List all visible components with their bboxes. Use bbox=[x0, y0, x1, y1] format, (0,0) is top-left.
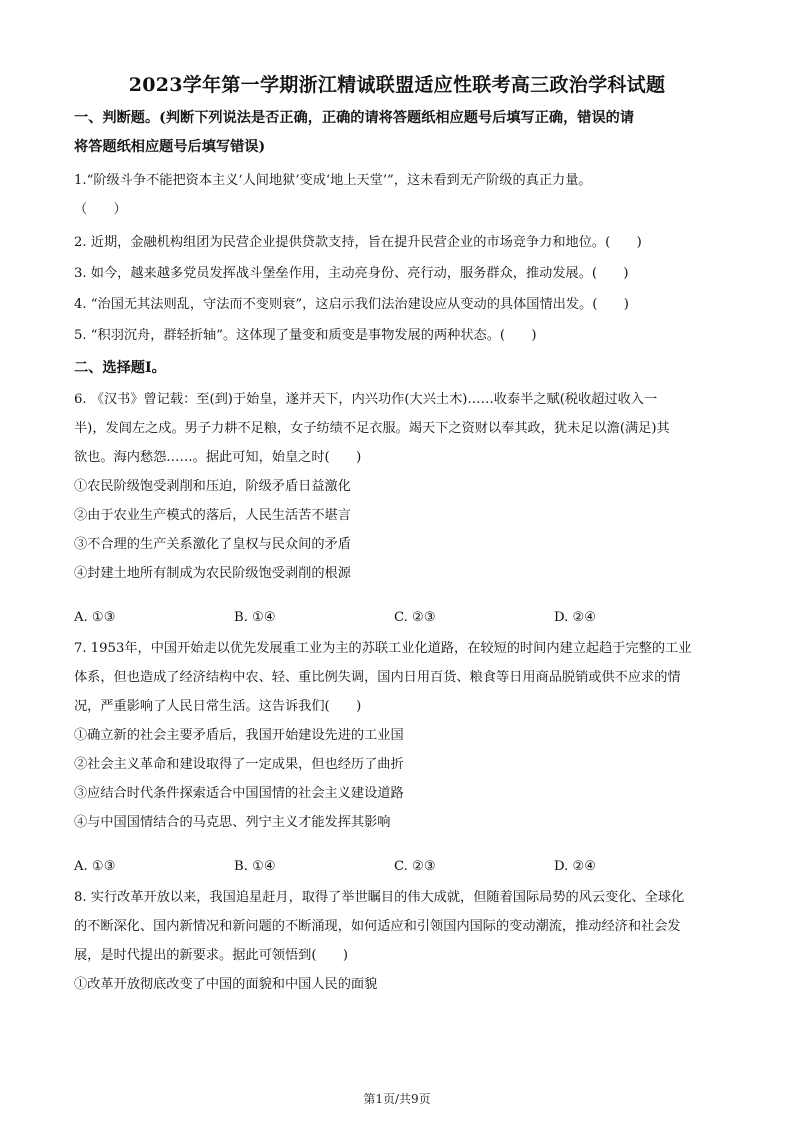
statement: ③不合理的生产关系激化了皇权与民众间的矛盾 bbox=[74, 537, 351, 552]
option-a[interactable]: A. ①③ bbox=[74, 610, 116, 625]
question-4: 4. “治国无其法则乱，守法而不变则衰”，这启示我们法治建设应从变动的具体国情出发。( ) bbox=[74, 297, 629, 312]
page-footer: 第1页/共9页 bbox=[363, 1092, 431, 1106]
question-8: 8. 实行改革开放以来，我国追星赶月，取得了举世瞩目的伟大成就，但随着国际局势的风云变化、全球化 的不断深化、国内新情况和新问题的不断涌现，如何适应和引领国内国际的变动潮流，推动经济和社会发 展，是时代提出的新要求。据此可领悟到( ) ①改革开放彻底改变了中国的面貌和中国人民的面貌 bbox=[74, 883, 724, 999]
option-b[interactable]: B. ①④ bbox=[234, 610, 276, 625]
option-c[interactable]: C. ②③ bbox=[394, 859, 436, 874]
question-5: 5. “积羽沉舟，群轻折轴”。这体现了量变和质变是事物发展的两种状态。( ) bbox=[74, 328, 537, 343]
statement: ④与中国国情结合的马克思、列宁主义才能发挥其影响 bbox=[74, 815, 391, 830]
question-3: 3. 如今，越来越多党员发挥战斗堡垒作用，主动亮身份、亮行动，服务群众，推动发展。( ) bbox=[74, 266, 629, 281]
question-6: 6. 《汉书》曾记载：至(到)于始皇，遂并天下，内兴功作(大兴土木)……收泰半之赋(税收超过收入一 半)，发闾左之戍。男子力耕不足粮，女子纺绩不足衣服。竭天下之资财以奉其政，犹未足以澹(满足)其 欲也。海内愁怨……。据此可知，始皇之时( ) ①农民阶级饱受剥削和压迫，阶级矛盾日益激化 ②由于农业生产模式的落后，人民生活苦不堪言 ③不合理的生产关系激化了皇权与民众间的矛盾 ④封建土地所有制成为农民阶级饱受剥削的根源 bbox=[74, 385, 724, 588]
section-1-heading: 一、判断题。(判断下列说法是否正确，正确的请将答题纸相应题号后填写正确，错误的请 将答题纸相应题号后填写错误) bbox=[74, 110, 635, 155]
option-b[interactable]: B. ①④ bbox=[234, 859, 276, 874]
statement: ④封建土地所有制成为农民阶级饱受剥削的根源 bbox=[74, 566, 351, 581]
option-a[interactable]: A. ①③ bbox=[74, 859, 116, 874]
section-2-heading: 二、选择题Ⅰ。 bbox=[74, 360, 166, 376]
statement: ②社会主义革命和建设取得了一定成果，但也经历了曲折 bbox=[74, 757, 404, 772]
exam-title: 2023学年第一学期浙江精诚联盟适应性联考高三政治学科试题 bbox=[128, 74, 666, 96]
question-6-options bbox=[74, 603, 724, 632]
statement: ①改革开放彻底改变了中国的面貌和中国人民的面貌 bbox=[74, 977, 378, 992]
question-1: 1.“阶级斗争不能把资本主义‘人间地狱’变成‘地上天堂’”，这未看到无产阶级的真正力量。 （ ） bbox=[74, 173, 592, 217]
statement: ③应结合时代条件探索适合中国国情的社会主义建设道路 bbox=[74, 786, 404, 801]
question-2: 2. 近期，金融机构组团为民营企业提供贷款支持，旨在提升民营企业的市场竞争力和地位。( ) bbox=[74, 235, 642, 250]
statement: ①确立新的社会主要矛盾后，我国开始建设先进的工业国 bbox=[74, 728, 404, 743]
option-d[interactable]: D. ②④ bbox=[554, 610, 597, 625]
statement: ①农民阶级饱受剥削和压迫，阶级矛盾日益激化 bbox=[74, 479, 351, 494]
question-7: 7. 1953年，中国开始走以优先发展重工业为主的苏联工业化道路，在较短的时间内建立起趋于完整的工业 体系，但也造成了经济结构中农、轻、重比例失调，国内日用百货、粮食等日用商品脱销或供不应求的情 况，严重影响了人民日常生活。这告诉我们( ) ①确立新的社会主要矛盾后，我国开始建设先进的工业国 ②社会主义革命和建设取得了一定成果，但也经历了曲折 ③应结合时代条件探索适合中国国情的社会主义建设道路 ④与中国国情结合的马克思、列宁主义才能发挥其影响 bbox=[74, 634, 724, 837]
question-7-options bbox=[74, 852, 724, 881]
statement: ②由于农业生产模式的落后，人民生活苦不堪言 bbox=[74, 508, 351, 523]
option-c[interactable]: C. ②③ bbox=[394, 610, 436, 625]
option-d[interactable]: D. ②④ bbox=[554, 859, 597, 874]
